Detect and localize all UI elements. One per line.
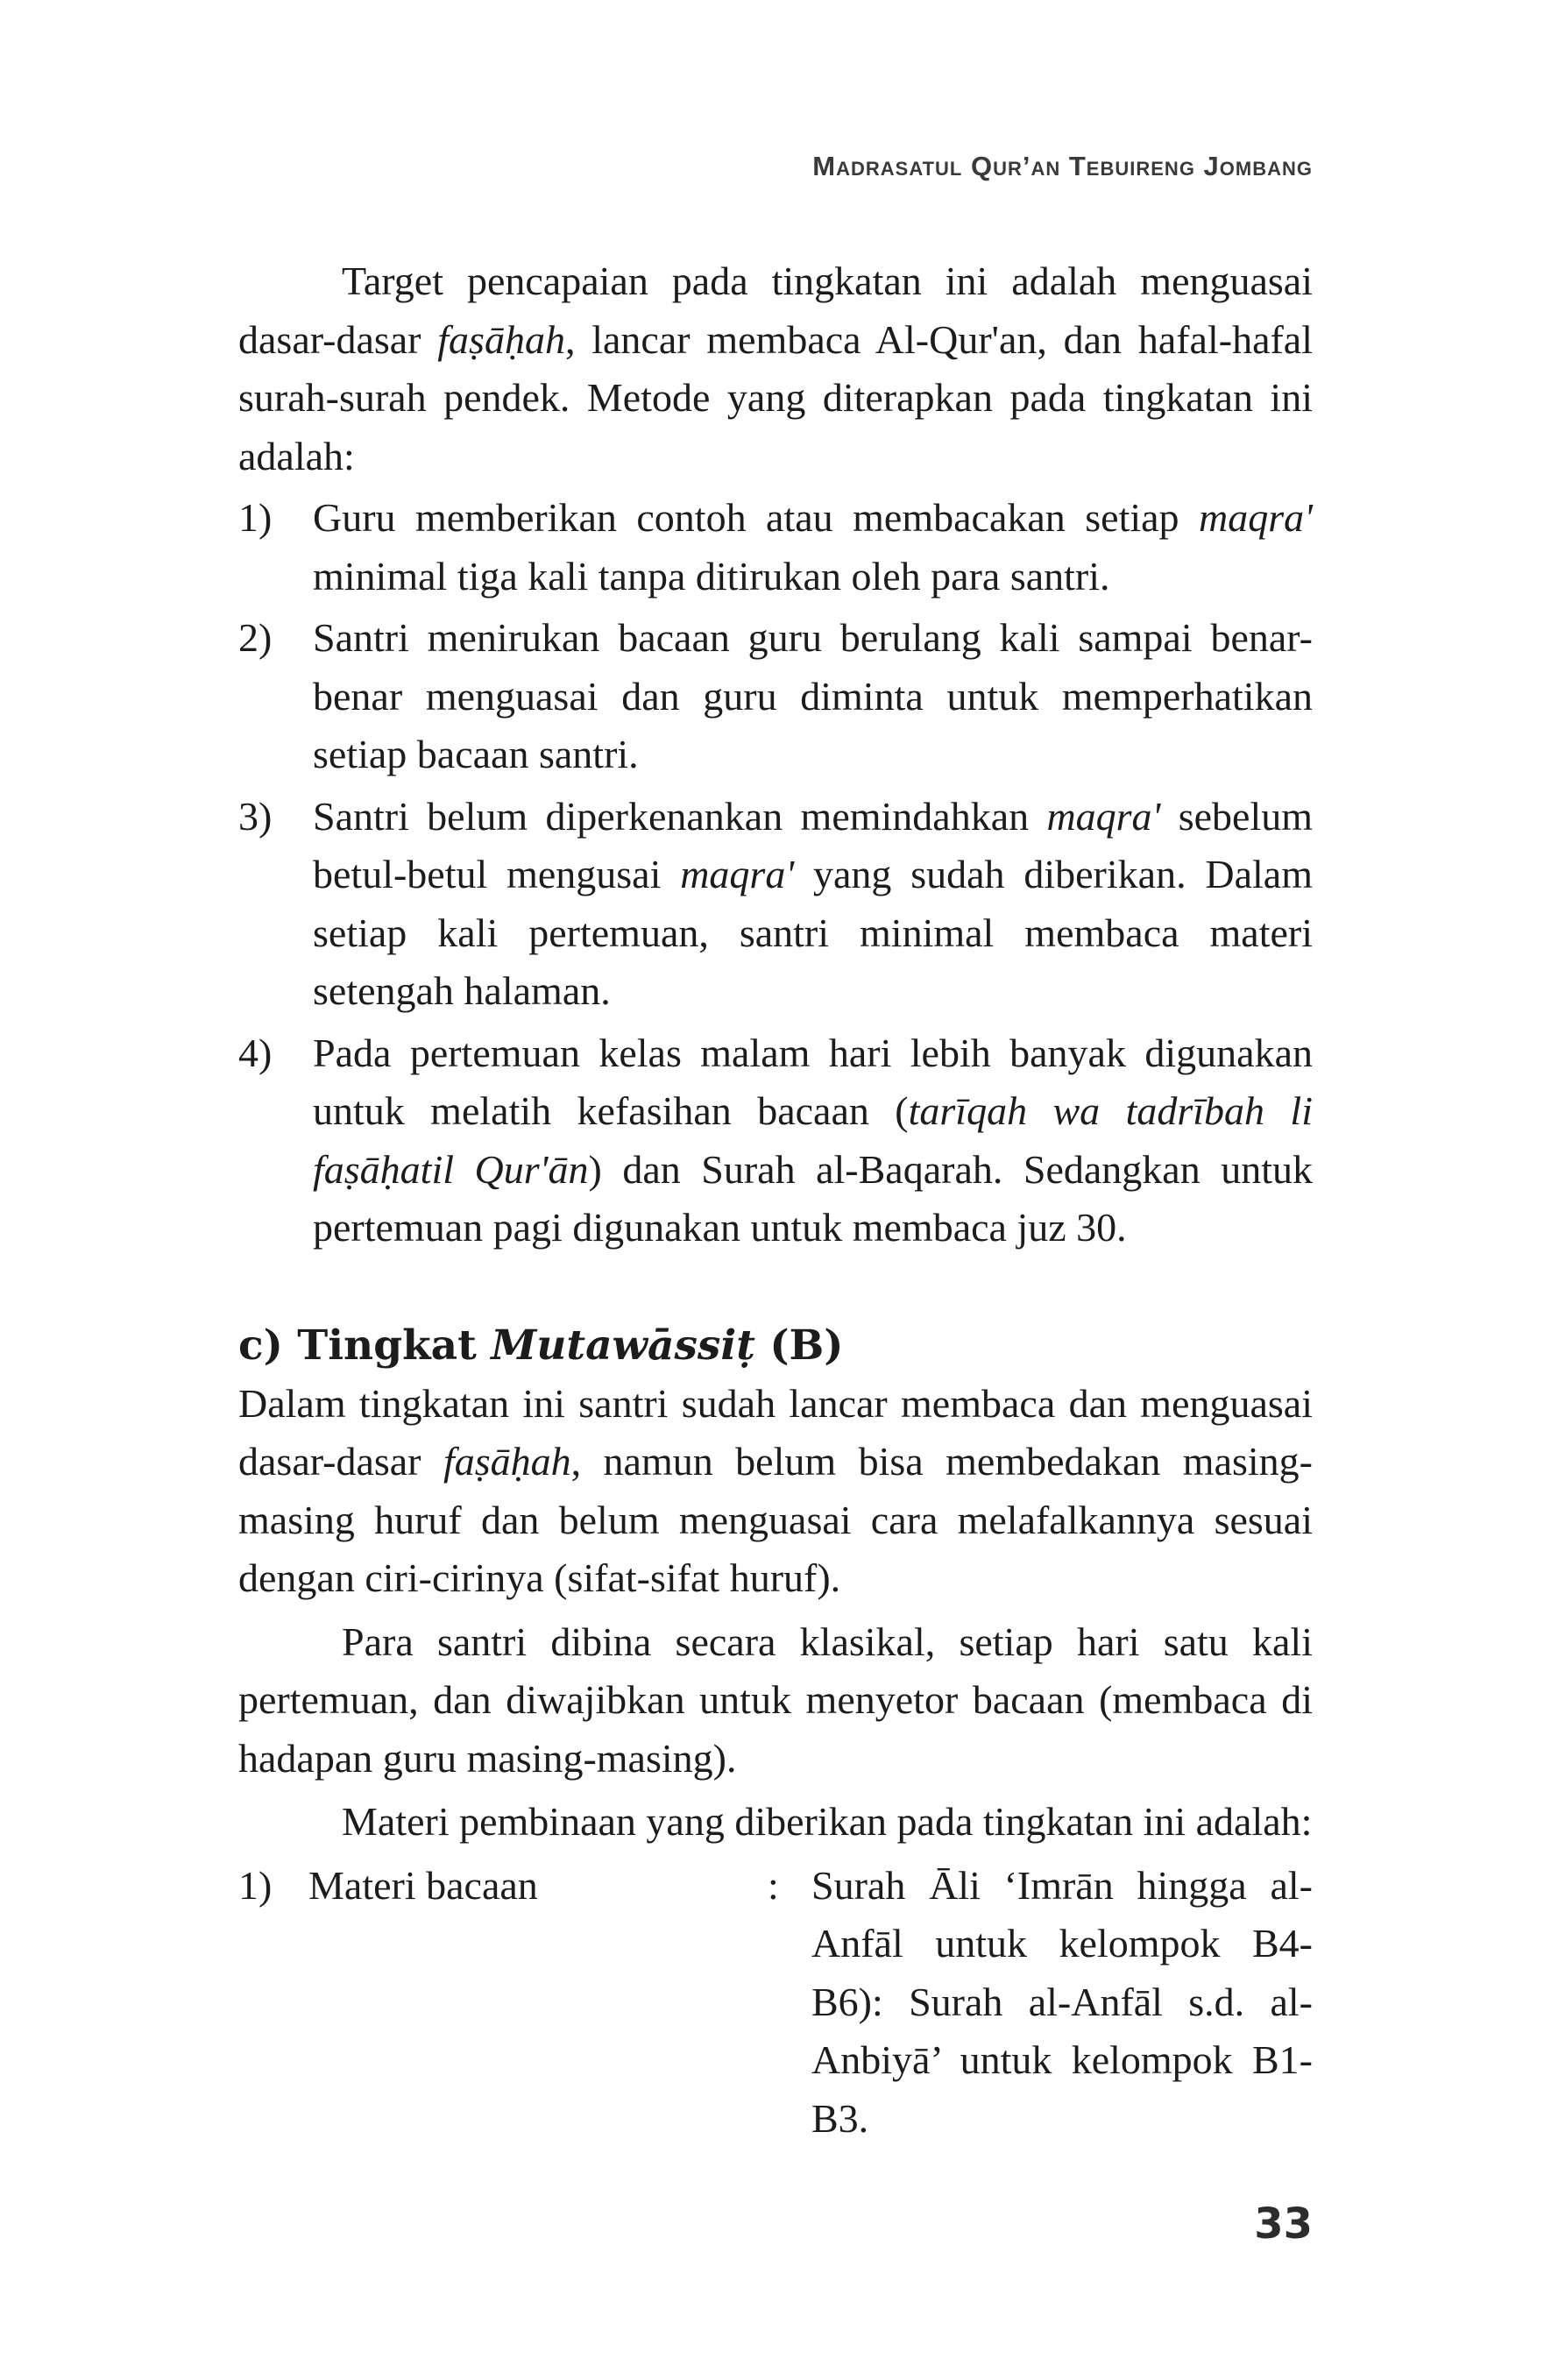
section-paragraph-3: Materi pembinaan yang diberikan pada tingkatan ini adalah: — [342, 1799, 1313, 1844]
list-item-text: Santri menirukan bacaan guru berulang kali sampai benar-benar menguasai dan guru diminta untuk memperhatikan setiap bacaan santri. — [313, 615, 1313, 776]
section-paragraph-2: Para santri dibina secara klasikal, setiap hari satu kali pertemuan, dan diwajibkan untuk menyetor bacaan (membaca di hadapan guru masing-masing). — [238, 1619, 1313, 1781]
list-item-text: Guru memberikan contoh atau membacakan setiap — [313, 495, 1200, 540]
materi-number: 1) — [238, 1862, 273, 1908]
section-paragraph-1 — [238, 1375, 1313, 1608]
list-item-term: maqra' — [1199, 495, 1313, 540]
list-item — [238, 489, 1313, 606]
intro-text-before: Target pencapaian pada tingkatan ini adalah menguasai dasar-dasar — [238, 259, 1313, 362]
list-item-term: maqra' — [680, 852, 795, 896]
list-item-number: 2) — [238, 615, 273, 660]
intro-text-after: , lancar membaca Al-Qur'an, dan hafal-hafal surah-surah pendek. Metode yang diterapkan pada tingkatan ini adalah: — [238, 316, 1313, 478]
materi-value: Surah Āli ‘Imrān hingga al-Anfāl untuk kelompok B4-B6): Surah al-Anfāl s.d. al-Anbiyā’ untuk kelompok B1-B3. — [811, 1862, 1313, 2141]
paragraph-term: faṣāḥah — [443, 1439, 571, 1484]
intro-term: faṣāḥah — [437, 316, 565, 362]
list-item-text: sebelum betul-betul mengusai — [313, 793, 1314, 896]
list-item-text: Santri belum diperkenankan memindahkan — [313, 793, 1047, 839]
running-header: Madrasatul Qur’an Tebuireng Jombang — [812, 151, 1313, 181]
materi-label: Materi bacaan — [308, 1862, 538, 1908]
list-item-text: Pada pertemuan kelas malam hari lebih banyak digunakan untuk melatih kefasihan bacaan ( — [313, 1030, 1313, 1133]
section-heading-prefix: c) Tingkat — [238, 1321, 492, 1370]
section-heading-term: Mutawāssiṭ — [491, 1321, 755, 1370]
page-number: 33 — [1254, 2199, 1313, 2249]
paragraph-text: Dalam tingkatan ini santri sudah lancar membaca dan menguasai dasar-dasar — [238, 1380, 1313, 1484]
list-item — [238, 1024, 1313, 1257]
list-item-number: 1) — [238, 495, 273, 540]
materi-row — [238, 1857, 1313, 2141]
method-steps-list — [238, 489, 1313, 1257]
page-content — [238, 252, 1314, 2141]
list-item-text: ) dan Surah al-Baqarah. Sedangkan untuk pertemuan pagi digunakan untuk membaca juz 30. — [313, 1146, 1313, 1250]
list-item-term: tarīqah wa tadrībah li faṣāḥatil Qur'ān — [313, 1088, 1313, 1192]
list-item — [238, 788, 1313, 1021]
list-item — [238, 609, 1313, 784]
section-heading — [238, 1317, 1313, 1375]
list-item-number: 3) — [238, 793, 273, 839]
intro-paragraph — [238, 252, 1313, 485]
list-item-text: yang sudah diberikan. Dalam setiap kali pertemuan, santri minimal membaca materi setengah halaman. — [313, 852, 1313, 1013]
list-item-text: minimal tiga kali tanpa ditirukan oleh para santri. — [313, 553, 1110, 599]
materi-colon: : — [768, 1862, 779, 1908]
list-item-number: 4) — [238, 1030, 273, 1075]
paragraph-text: , namun belum bisa membedakan masing-masing huruf dan belum menguasai cara melafalkannya sesuai dengan ciri-cirinya (sifat-sifat huruf). — [238, 1439, 1313, 1600]
list-item-term: maqra' — [1046, 793, 1161, 839]
section-heading-suffix: (B) — [754, 1321, 844, 1370]
